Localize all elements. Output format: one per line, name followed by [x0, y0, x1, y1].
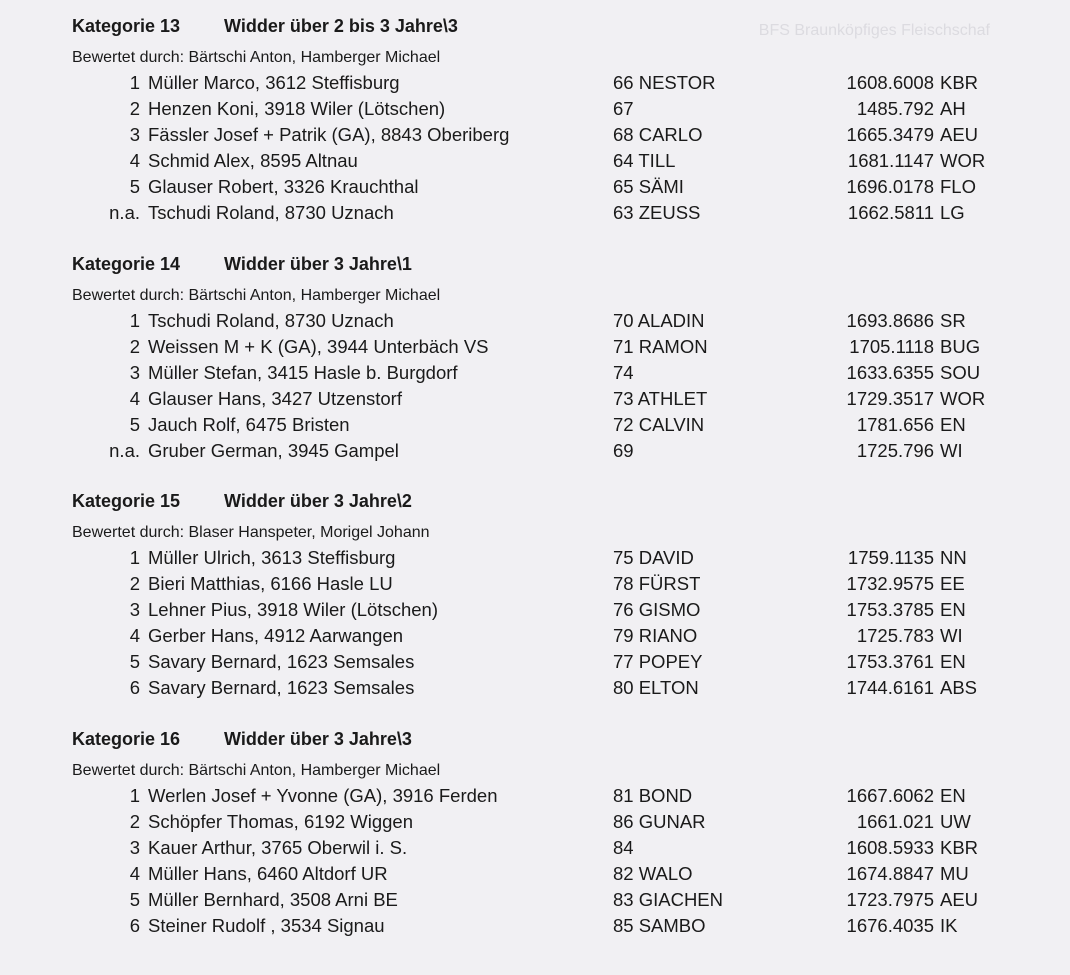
category-number: Kategorie 16: [72, 729, 181, 749]
rank: n.a.: [109, 440, 140, 461]
breed-code: WI: [940, 440, 963, 461]
category-number: Kategorie 15: [72, 491, 181, 511]
result-row: [0, 362, 1070, 388]
score: 1725.783: [856, 625, 934, 646]
result-row: [0, 414, 1070, 440]
owner-name: Henzen Koni, 3918 Wiler (Lötschen): [148, 98, 446, 119]
breed-code: KBR: [940, 837, 979, 858]
result-row: [0, 625, 1070, 651]
result-row: [0, 388, 1070, 414]
result-row: [0, 837, 1070, 863]
score: 1693.8686: [846, 310, 934, 331]
owner-name: Tschudi Roland, 8730 Uznach: [148, 202, 394, 223]
rank: 6: [129, 677, 140, 698]
score: 1705.1118: [849, 336, 934, 357]
owner-name: Müller Bernhard, 3508 Arni BE: [148, 889, 398, 910]
breed-code: EN: [940, 414, 966, 435]
owner-name: Savary Bernard, 1623 Semsales: [148, 677, 415, 698]
owner-name: Müller Stefan, 3415 Hasle b. Burgdorf: [148, 362, 458, 383]
breed-code: AH: [940, 98, 966, 119]
rank: 5: [129, 651, 140, 672]
category-heading: [72, 729, 412, 750]
breed-code: EN: [940, 651, 966, 672]
rank: 2: [129, 336, 140, 357]
result-row: [0, 863, 1070, 889]
owner-name: Schöpfer Thomas, 6192 Wiggen: [148, 811, 413, 832]
animal-id: 85 SAMBO: [613, 915, 706, 936]
breed-code: IK: [940, 915, 958, 936]
rank: 4: [129, 388, 140, 409]
animal-id: 83 GIACHEN: [613, 889, 724, 910]
breed-code: SOU: [940, 362, 981, 383]
breed-code: WI: [940, 625, 963, 646]
score: 1681.1147: [847, 150, 934, 171]
result-row: [0, 599, 1070, 625]
rank: 5: [129, 176, 140, 197]
result-row: [0, 811, 1070, 837]
owner-name: Gerber Hans, 4912 Aarwangen: [148, 625, 404, 646]
score: 1608.6008: [846, 72, 934, 93]
result-row: [0, 785, 1070, 811]
breed-code: KBR: [940, 72, 979, 93]
score: 1781.656: [856, 414, 934, 435]
breed-code: WOR: [940, 150, 986, 171]
breed-code: ABS: [940, 677, 978, 698]
score: 1633.6355: [846, 362, 934, 383]
rank: 5: [129, 414, 140, 435]
breed-code: UW: [940, 811, 971, 832]
category-title: Widder über 3 Jahre\3: [224, 729, 412, 749]
owner-name: Gruber German, 3945 Gampel: [148, 440, 399, 461]
score: 1753.3785: [846, 599, 934, 620]
animal-id: 67: [613, 98, 634, 119]
animal-id: 72 CALVIN: [613, 414, 705, 435]
score: 1662.5811: [847, 202, 934, 223]
result-row: [0, 176, 1070, 202]
rank: 3: [129, 362, 140, 383]
breed-code: NN: [940, 547, 967, 568]
score: 1676.4035: [846, 915, 934, 936]
rank: 5: [129, 889, 140, 910]
score: 1696.0178: [846, 176, 934, 197]
animal-id: 78 FÜRST: [613, 573, 701, 594]
owner-name: Glauser Robert, 3326 Krauchthal: [148, 176, 419, 197]
owner-name: Lehner Pius, 3918 Wiler (Lötschen): [148, 599, 438, 620]
result-row: [0, 573, 1070, 599]
result-row: [0, 677, 1070, 703]
rank: 1: [129, 547, 140, 568]
category-title: Widder über 2 bis 3 Jahre\3: [224, 16, 458, 36]
result-row: [0, 202, 1070, 228]
result-row: [0, 310, 1070, 336]
owner-name: Bieri Matthias, 6166 Hasle LU: [148, 573, 393, 594]
result-row: [0, 124, 1070, 150]
result-row: [0, 336, 1070, 362]
animal-id: 80 ELTON: [613, 677, 699, 698]
animal-id: 75 DAVID: [613, 547, 694, 568]
judges-line: Bewertet durch: Bärtschi Anton, Hamberger Michael: [72, 762, 441, 779]
result-row: [0, 98, 1070, 124]
rank: 4: [129, 150, 140, 171]
rank: 1: [129, 310, 140, 331]
category-number: Kategorie 14: [72, 254, 181, 274]
bleed-through-header: BFS Braunköpfiges Fleischschaf: [758, 22, 990, 39]
owner-name: Tschudi Roland, 8730 Uznach: [148, 310, 394, 331]
rank: 4: [129, 863, 140, 884]
score: 1725.796: [856, 440, 934, 461]
owner-name: Kauer Arthur, 3765 Oberwil i. S.: [148, 837, 408, 858]
animal-id: 73 ATHLET: [613, 388, 708, 409]
animal-id: 81 BOND: [613, 785, 693, 806]
judges-line: Bewertet durch: Blaser Hanspeter, Morigel Johann: [72, 524, 430, 541]
score: 1665.3479: [846, 124, 934, 145]
breed-code: MU: [940, 863, 969, 884]
rank: 3: [129, 837, 140, 858]
category-heading: [72, 254, 412, 275]
animal-id: 76 GISMO: [613, 599, 701, 620]
category-title: Widder über 3 Jahre\1: [224, 254, 412, 274]
animal-id: 70 ALADIN: [613, 310, 705, 331]
rank: 2: [129, 98, 140, 119]
animal-id: 71 RAMON: [613, 336, 708, 357]
score: 1729.3517: [846, 388, 934, 409]
result-row: [0, 440, 1070, 466]
owner-name: Müller Ulrich, 3613 Steffisburg: [148, 547, 396, 568]
score: 1759.1135: [847, 547, 934, 568]
breed-code: AEU: [940, 124, 979, 145]
animal-id: 66 NESTOR: [613, 72, 716, 93]
rank: 4: [129, 625, 140, 646]
rank: 3: [129, 599, 140, 620]
rank: 2: [129, 573, 140, 594]
rank: 1: [129, 72, 140, 93]
category-title: Widder über 3 Jahre\2: [224, 491, 412, 511]
breed-code: FLO: [940, 176, 976, 197]
owner-name: Schmid Alex, 8595 Altnau: [148, 150, 358, 171]
animal-id: 63 ZEUSS: [613, 202, 701, 223]
owner-name: Steiner Rudolf , 3534 Signau: [148, 915, 385, 936]
rank: 1: [129, 785, 140, 806]
judges-line: Bewertet durch: Bärtschi Anton, Hamberger Michael: [72, 49, 441, 66]
owner-name: Werlen Josef + Yvonne (GA), 3916 Ferden: [148, 785, 498, 806]
category-heading: [72, 16, 458, 37]
breed-code: AEU: [940, 889, 979, 910]
animal-id: 68 CARLO: [613, 124, 703, 145]
owner-name: Jauch Rolf, 6475 Bristen: [148, 414, 350, 435]
judges-line: Bewertet durch: Bärtschi Anton, Hamberger Michael: [72, 287, 441, 304]
score: 1667.6062: [846, 785, 934, 806]
animal-id: 74: [613, 362, 634, 383]
score: 1723.7975: [846, 889, 934, 910]
result-row: [0, 889, 1070, 915]
animal-id: 69: [613, 440, 634, 461]
score: 1674.8847: [846, 863, 934, 884]
owner-name: Glauser Hans, 3427 Utzenstorf: [148, 388, 402, 409]
breed-code: LG: [940, 202, 965, 223]
score: 1732.9575: [846, 573, 934, 594]
breed-code: EE: [940, 573, 965, 594]
category-number: Kategorie 13: [72, 16, 181, 36]
animal-id: 82 WALO: [613, 863, 693, 884]
owner-name: Fässler Josef + Patrik (GA), 8843 Oberiberg: [148, 124, 510, 145]
result-row: [0, 72, 1070, 98]
animal-id: 65 SÄMI: [613, 176, 684, 197]
breed-code: EN: [940, 599, 966, 620]
category-heading: [72, 491, 412, 512]
owner-name: Savary Bernard, 1623 Semsales: [148, 651, 415, 672]
rank: 6: [129, 915, 140, 936]
animal-id: 84: [613, 837, 634, 858]
animal-id: 79 RIANO: [613, 625, 698, 646]
score: 1661.021: [856, 811, 934, 832]
score: 1485.792: [856, 98, 934, 119]
result-row: [0, 651, 1070, 677]
rank: n.a.: [109, 202, 140, 223]
animal-id: 64 TILL: [613, 150, 676, 171]
score: 1753.3761: [846, 651, 934, 672]
animal-id: 86 GUNAR: [613, 811, 706, 832]
breed-code: WOR: [940, 388, 986, 409]
breed-code: SR: [940, 310, 966, 331]
breed-code: BUG: [940, 336, 981, 357]
rank: 2: [129, 811, 140, 832]
owner-name: Weissen M + K (GA), 3944 Unterbäch VS: [148, 336, 489, 357]
result-row: [0, 150, 1070, 176]
result-row: [0, 547, 1070, 573]
score: 1608.5933: [846, 837, 934, 858]
rank: 3: [129, 124, 140, 145]
owner-name: Müller Marco, 3612 Steffisburg: [148, 72, 400, 93]
animal-id: 77 POPEY: [613, 651, 703, 672]
breed-code: EN: [940, 785, 966, 806]
owner-name: Müller Hans, 6460 Altdorf UR: [148, 863, 388, 884]
score: 1744.6161: [846, 677, 934, 698]
result-row: [0, 915, 1070, 941]
